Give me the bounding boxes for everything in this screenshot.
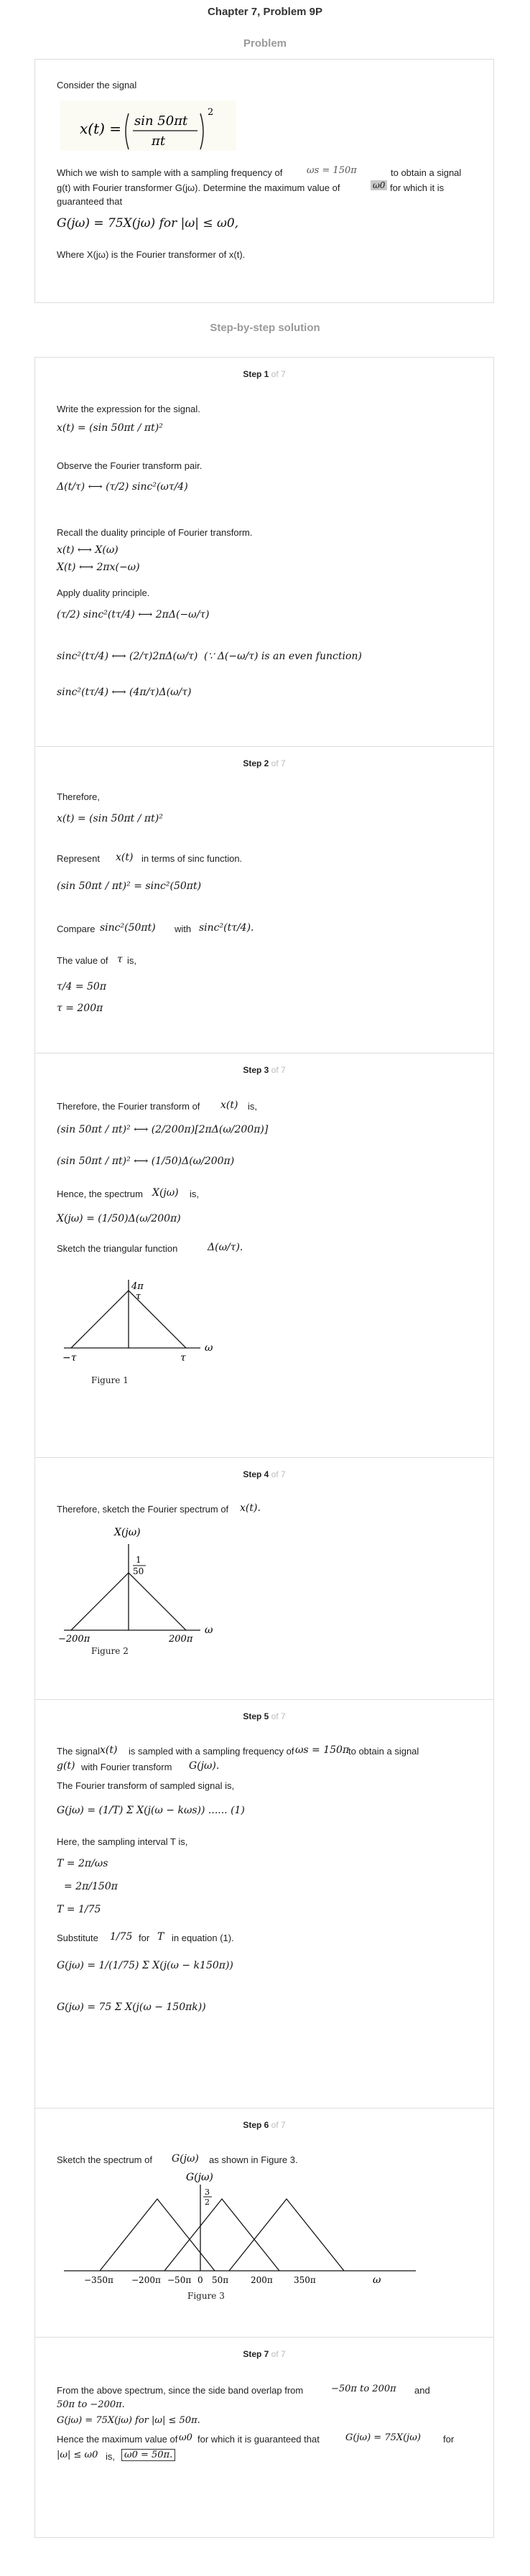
equation: x(t). — [240, 1502, 261, 1514]
step-4 — [34, 1457, 494, 1700]
problem-text-b: to obtain a signal — [391, 167, 462, 178]
step-7-heading: Step 7 of 7 — [243, 2349, 286, 2359]
equation: X(jω) — [152, 1187, 179, 1199]
figure-3 — [57, 2170, 459, 2300]
step-2-heading: Step 2 of 7 — [243, 758, 286, 768]
condition-equation: G(jω) = 75X(jω) for |ω| ≤ ω0, — [57, 216, 239, 231]
problem-box — [34, 59, 494, 303]
step-3 — [34, 1053, 494, 1458]
text-line: Hence, the spectrum — [57, 1189, 143, 1199]
problem-text-a: Which we wish to sample with a sampling frequency of — [57, 167, 283, 178]
problem-text-d: for which it is — [390, 182, 445, 193]
equation: = 2π/150π — [64, 1881, 118, 1892]
signal-equation — [57, 99, 243, 153]
equation: g(t) — [57, 1760, 75, 1772]
omega0-highlight: ω0 — [371, 180, 387, 190]
text-line: Hence the maximum value of — [57, 2434, 178, 2445]
text-line: The value of — [57, 955, 108, 966]
equation: G(jω) = 1/(1/75) Σ X(j(ω − k150π)) — [57, 1960, 233, 1971]
text-line: in terms of sinc function. — [141, 853, 243, 864]
step-7 — [34, 2337, 494, 2538]
figure-3-tick: 350π — [294, 2275, 316, 2285]
figure-3-tick: 50π — [212, 2275, 229, 2285]
text-line: Write the expression for the signal. — [57, 404, 200, 414]
final-answer: ω0 = 50π. — [121, 2449, 175, 2461]
equation: sinc²(tτ/4) ⟷ (4π/τ)Δ(ω/τ) — [57, 687, 192, 698]
equation: (τ/2) sinc²(tτ/4) ⟷ 2πΔ(−ω/τ) — [57, 609, 210, 620]
equation: 50π to −200π. — [57, 2399, 125, 2410]
figure-3-ylabel: G(jω) — [186, 2172, 213, 2183]
equation: Δ(t/τ) ⟷ (τ/2) sinc²(ωτ/4) — [57, 481, 188, 493]
step-1 — [34, 357, 494, 747]
text-line: Sketch the triangular function — [57, 1243, 178, 1254]
equation: x(t) ⟷ X(ω) — [57, 544, 118, 556]
text-line: with Fourier transform — [81, 1762, 172, 1772]
step-1-heading: Step 1 of 7 — [243, 369, 286, 379]
equation: (sin 50πt / πt)² = sinc²(50πt) — [57, 880, 202, 892]
equation: T = 1/75 — [57, 1904, 101, 1915]
equation-note: (∵ Δ(−ω/τ) is an even function) — [204, 651, 362, 662]
equation: T — [157, 1931, 164, 1943]
problem-text-c: g(t) with Fourier transformer G(jω). Determine the maximum value of — [57, 182, 340, 193]
figure-1-peak: 4π — [131, 1281, 144, 1292]
text-line: is, — [127, 955, 136, 966]
text-line: Therefore, sketch the Fourier spectrum of — [57, 1504, 229, 1515]
text-line: Sketch the spectrum of — [57, 2154, 152, 2165]
text-line: Therefore, the Fourier transform of — [57, 1101, 200, 1112]
text-line: Here, the sampling interval T is, — [57, 1836, 188, 1847]
problem-intro: Consider the signal — [57, 80, 137, 90]
text-line: for which it is guaranteed that — [197, 2434, 320, 2445]
figure-1-left: −τ — [62, 1352, 77, 1364]
equation: G(jω) = (1/T) Σ X(j(ω − kωs)) ...... (1) — [57, 1805, 245, 1816]
equation: G(jω) = 75 Σ X(j(ω − 150πk)) — [57, 2001, 206, 2013]
figure-3-peak-den: 2 — [205, 2198, 210, 2207]
svg-text:sin 50πt: sin 50πt — [134, 113, 188, 129]
text-line: Recall the duality principle of Fourier transform. — [57, 527, 253, 538]
step-6-heading: Step 6 of 7 — [243, 2120, 286, 2130]
problem-heading: Problem — [243, 37, 287, 50]
figure-3-tick: 0 — [197, 2275, 203, 2285]
equation: (sin 50πt / πt)² ⟷ (1/50)Δ(ω/200π) — [57, 1156, 235, 1167]
text-line: Compare — [57, 924, 96, 934]
figure-2-ylabel: X(jω) — [114, 1527, 141, 1538]
equation: G(jω) = 75X(jω) — [345, 2432, 421, 2443]
text-line: is, — [190, 1189, 199, 1199]
text-line: as shown in Figure 3. — [209, 2154, 298, 2165]
equation: |ω| ≤ ω0 — [57, 2450, 98, 2460]
text-line: with — [175, 924, 192, 934]
step-2 — [34, 746, 494, 1054]
equation: x(t) = (sin 50πt / πt)² — [57, 422, 163, 434]
equation: x(t) — [100, 1744, 118, 1756]
problem-text-e: guaranteed that — [57, 196, 123, 207]
equation: ω0 — [179, 2432, 192, 2443]
equation: x(t) — [116, 852, 134, 863]
equation: sinc²(tτ/4) ⟷ (2/τ)2πΔ(ω/τ) — [57, 651, 198, 662]
svg-text:πt: πt — [152, 134, 166, 149]
figure-3-tick: −200π — [131, 2275, 161, 2285]
text-line: The signal — [57, 1746, 100, 1757]
figure-1-peak-den: τ — [136, 1291, 141, 1302]
text-line: The Fourier transform of sampled signal is, — [57, 1780, 235, 1791]
text-line: to obtain a signal — [348, 1746, 419, 1757]
text-line: is, — [106, 2451, 115, 2462]
equation: Δ(ω/τ). — [208, 1242, 243, 1253]
text-line: is, — [248, 1101, 257, 1112]
text-line: Substitute — [57, 1933, 98, 1943]
text-line: Apply duality principle. — [57, 587, 150, 598]
equation: ωs = 150π — [295, 1744, 350, 1756]
figure-2-peak-den: 50 — [133, 1566, 144, 1576]
equation: sinc²(tτ/4). — [199, 922, 254, 934]
sampling-frequency: ωs = 150π — [307, 165, 357, 176]
equation: τ — [117, 954, 123, 965]
step-4-heading: Step 4 of 7 — [243, 1469, 286, 1479]
step-5 — [34, 1699, 494, 2108]
text-line: Represent — [57, 853, 100, 864]
figure-caption: Figure 2 — [91, 1646, 129, 1656]
equation: G(jω). — [189, 1760, 220, 1772]
equation: −50π to 200π — [331, 2384, 396, 2394]
equation: τ = 200π — [57, 1003, 103, 1014]
step-6 — [34, 2108, 494, 2338]
equation: T = 2π/ωs — [57, 1858, 108, 1869]
equation: 1/75 — [110, 1931, 133, 1943]
problem-text-f: Where X(jω) is the Fourier transformer of x(t). — [57, 249, 246, 260]
text-line: From the above spectrum, since the side band overlap from — [57, 2385, 304, 2396]
step-5-heading: Step 5 of 7 — [243, 1711, 286, 1721]
figure-caption: Figure 1 — [91, 1375, 129, 1385]
figure-3-tick: 200π — [251, 2275, 273, 2285]
step-3-heading: Step 3 of 7 — [243, 1065, 286, 1075]
figure-1-axis: ω — [205, 1342, 213, 1354]
figure-1-right: τ — [180, 1352, 186, 1364]
svg-text:2: 2 — [208, 107, 214, 118]
figure-3-tick: −350π — [84, 2275, 113, 2285]
equation: x(t) — [220, 1099, 238, 1111]
equation: X(jω) = (1/50)Δ(ω/200π) — [57, 1213, 181, 1224]
figure-3-tick: −50π — [167, 2275, 192, 2285]
equation: X(t) ⟷ 2πx(−ω) — [57, 562, 140, 573]
equation: sinc²(50πt) — [100, 922, 156, 934]
text-line: and — [414, 2385, 430, 2396]
text-line: for — [443, 2434, 455, 2445]
text-line: is sampled with a sampling frequency of — [129, 1746, 294, 1757]
figure-2 — [57, 1522, 222, 1652]
equation: G(jω) — [172, 2153, 199, 2165]
text-line: Observe the Fourier transform pair. — [57, 460, 203, 471]
solution-heading: Step-by-step solution — [210, 322, 320, 334]
figure-1 — [57, 1269, 222, 1370]
figure-2-peak-num: 1 — [136, 1555, 141, 1565]
text-line: for — [139, 1933, 150, 1943]
figure-caption: Figure 3 — [187, 2291, 225, 2301]
equation: (sin 50πt / πt)² ⟷ (2/200π)[2πΔ(ω/200π)] — [57, 1124, 269, 1135]
figure-2-left: −200π — [58, 1634, 90, 1645]
equation: G(jω) = 75X(jω) for |ω| ≤ 50π. — [57, 2415, 200, 2426]
page-title: Chapter 7, Problem 9P — [207, 6, 323, 18]
text-line: Therefore, — [57, 791, 100, 802]
equation: τ/4 = 50π — [57, 981, 107, 992]
figure-3-peak-num: 3 — [205, 2187, 210, 2197]
figure-3-axis: ω — [373, 2274, 381, 2286]
text-line: in equation (1). — [172, 1933, 234, 1943]
figure-2-right: 200π — [169, 1634, 193, 1645]
figure-2-axis: ω — [205, 1624, 213, 1636]
equation: x(t) = (sin 50πt / πt)² — [57, 813, 163, 824]
svg-text:x(t) =: x(t) = — [80, 120, 122, 137]
